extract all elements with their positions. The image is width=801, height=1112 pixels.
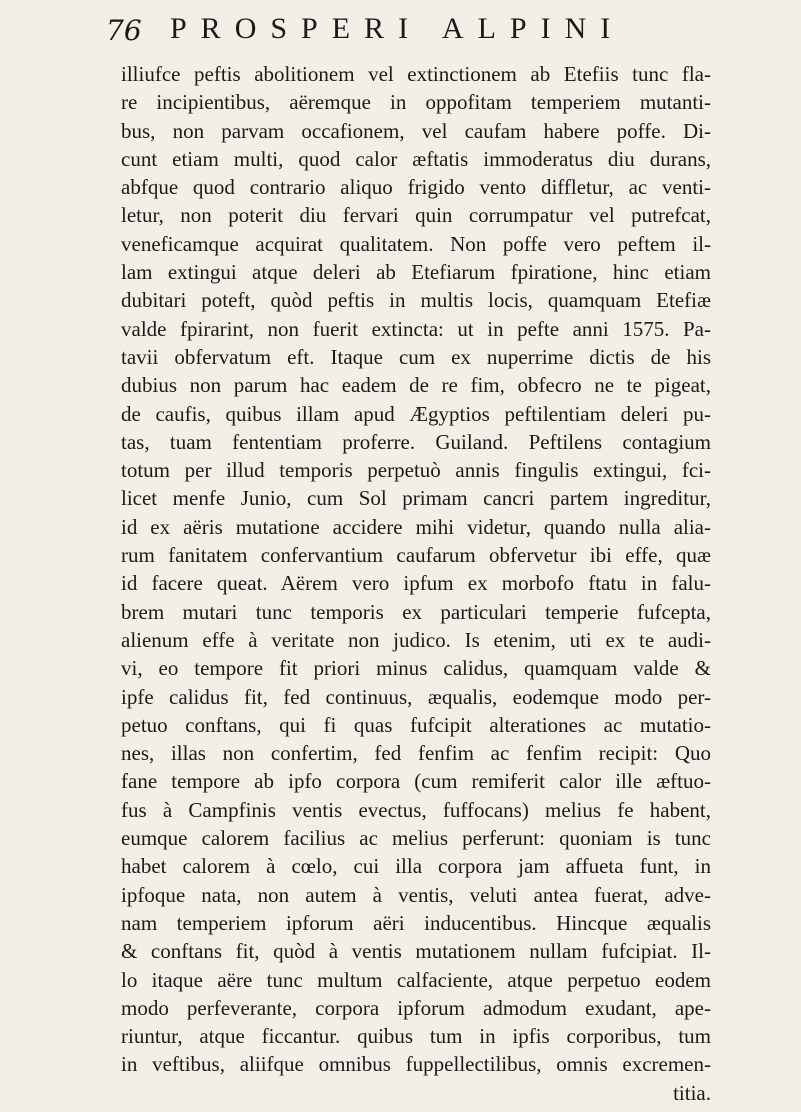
- text-line: eumque calorem facilius ac melius perferunt: quoniam is tunc: [121, 826, 711, 851]
- text-line: totum per illud temporis perpetuò annis fingulis extingui, fci-: [121, 458, 711, 483]
- text-line: in veftibus, aliifque omnibus fuppellectilibus, omnis excremen-: [121, 1052, 711, 1077]
- text-line: lam extingui atque deleri ab Etefiarum fpiratione, hinc etiam: [121, 260, 711, 285]
- text-line: licet menfe Junio, cum Sol primam cancri partem ingreditur,: [121, 486, 711, 511]
- text-line: illiufce peftis abolitionem vel extinctionem ab Etefiis tunc fla-: [121, 62, 711, 86]
- text-line: alienum effe à veritate non judico. Is etenim, uti ex te audi-: [121, 627, 711, 652]
- body-text: [121, 60, 711, 1107]
- catchword: titia.: [673, 1080, 711, 1105]
- text-line: petuo conftans, qui fi quas fufcipit alterationes ac mutatio-: [121, 712, 711, 737]
- text-line: ipfe calidus fit, fed continuus, æqualis, eodemque modo per-: [121, 684, 711, 709]
- text-line: tas, tuam fententiam proferre. Guiland. Peftilens contagium: [121, 429, 711, 454]
- text-line: nes, illas non confertim, fed fenfim ac fenfim recipit: Quo: [121, 741, 711, 766]
- text-line: valde fpirarint, non fuerit extincta: ut in pefte anni 1575. Pa-: [121, 316, 711, 341]
- text-line: veneficamque acquirat qualitatem. Non poffe vero peftem il-: [121, 231, 711, 256]
- text-line: id facere queat. Aërem vero ipfum ex morbofo ftatu in falu-: [121, 571, 711, 596]
- text-line: nam temperiem ipforum aëri inducentibus. Hincque æqualis: [121, 910, 711, 935]
- text-line: de caufis, quibus illam apud Ægyptios peftilentiam deleri pu-: [121, 401, 711, 426]
- text-line: cunt etiam multi, quod calor æftatis immoderatus diu durans,: [121, 146, 711, 171]
- text-line: habet calorem à cœlo, cui illa corpora jam affueta funt, in: [121, 854, 711, 879]
- text-line: re incipientibus, aëremque in oppofitam temperiem mutanti-: [121, 90, 711, 115]
- running-head: PROSPERI ALPINI: [170, 12, 625, 45]
- text-line: dubitari poteft, quòd peftis in multis locis, quamquam Etefiæ: [121, 288, 711, 313]
- text-line: lo itaque aëre tunc multum calfaciente, atque perpetuo eodem: [121, 967, 711, 992]
- text-line: vi, eo tempore fit priori minus calidus, quamquam valde &: [121, 656, 711, 681]
- text-line: modo perfeverante, corpora ipforum admodum exudant, ape-: [121, 995, 711, 1020]
- page-number: 76: [106, 14, 142, 47]
- text-line: id ex aëris mutatione accidere mihi videtur, quando nulla alia-: [121, 514, 711, 539]
- text-line: ipfoque nata, non autem à ventis, veluti antea fuerat, adve-: [121, 882, 711, 907]
- text-line: brem mutari tunc temporis ex particulari temperie fufcepta,: [121, 599, 711, 624]
- text-line: & conftans fit, quòd à ventis mutationem nullam fufcipiat. Il-: [121, 939, 711, 964]
- text-line: bus, non parvam occafionem, vel caufam habere poffe. Di-: [121, 118, 711, 143]
- text-line: abfque quod contrario aliquo frigido vento diffletur, ac venti-: [121, 175, 711, 200]
- text-line: rum fanitatem confervantium caufarum obfervetur ibi effe, quæ: [121, 543, 711, 568]
- text-line: tavii obfervatum eft. Itaque cum ex nuperrime dictis de his: [121, 344, 711, 369]
- text-line: dubius non parum hac eadem de re fim, obfecro ne te pigeat,: [121, 373, 711, 398]
- text-line: riuntur, atque ficcantur. quibus tum in ipfis corporibus, tum: [121, 1024, 711, 1049]
- text-line: letur, non poterit diu fervari quin corrumpatur vel putrefcat,: [121, 203, 711, 228]
- text-line: fane tempore ab ipfo corpora (cum remiferit calor ille æftuo-: [121, 769, 711, 794]
- text-line: fus à Campfinis ventis evectus, fuffocans) melius fe habent,: [121, 797, 711, 822]
